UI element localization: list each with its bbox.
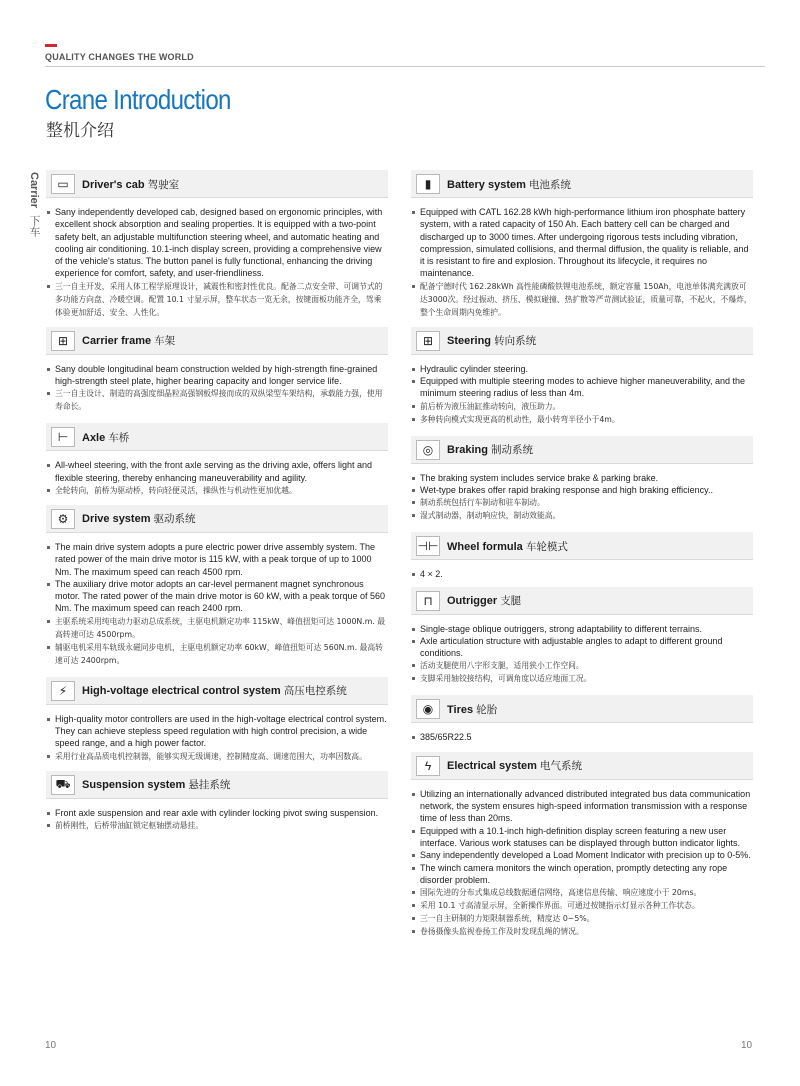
section-title-cn: 支腿 (500, 595, 522, 608)
bullet-item-cn: 三一自主设计、制造的高强度细晶粒高强钢板焊接而成的双纵梁型车架结构，承载能力强，使用寿命长。 (46, 387, 388, 413)
section-title-cn: 制动系统 (491, 444, 534, 457)
section-title-cn: 驱动系统 (153, 513, 196, 526)
section-title (447, 758, 582, 773)
bullet-item-cn: 卷扬摄像头监视卷扬工作及时发现乱绳的情况。 (411, 925, 753, 938)
section-title (447, 593, 521, 608)
battery-icon: ▮ (416, 174, 440, 194)
bullet-list (46, 533, 388, 669)
bullet-item-cn: 前后桥为液压油缸推动转向，液压助力。 (411, 400, 753, 413)
hv-control-icon: ⚡ (51, 681, 75, 701)
right-column (411, 170, 753, 946)
bullet-item: The main drive system adopts a pure electric power drive assembly system. The rated power of the main drive motor is 115 kW, with a peak torque of up to 1000 Nm. The maximum speed can reach 4500 rpm. (46, 541, 388, 578)
bullet-item: High-quality motor controllers are used in the high-voltage electrical control system. They can achieve stepless speed regulation with high control precision, a wide speed range, and a high power factor. (46, 713, 388, 750)
section-title-cn: 转向系统 (494, 335, 537, 348)
bullet-list (46, 198, 388, 321)
wheel-formula-icon: ⊣⊢ (416, 536, 440, 556)
section-electrical-system (411, 752, 753, 940)
bullet-item-cn: 多种转向模式实现更高的机动性，最小转弯半径小于4m。 (411, 413, 753, 426)
bullet-item: The winch camera monitors the winch operation, promptly detecting any rope disorder problem. (411, 862, 753, 887)
bullet-list (411, 198, 753, 321)
section-header (46, 170, 388, 198)
side-label-cn: 下车 (28, 215, 40, 238)
bullet-list (411, 615, 753, 688)
bullet-item: Front axle suspension and rear axle with cylinder locking pivot swing suspension. (46, 807, 388, 819)
page-subtitle: 整机介绍 (46, 121, 114, 141)
bullet-item: 4 × 2. (411, 568, 753, 580)
bullet-list (411, 723, 753, 745)
section-header (46, 677, 388, 705)
bullet-item-cn: 辅驱电机采用车轨级永磁同步电机，主驱电机额定功率 60kW，峰值扭矩可达 560N.m. 最高转速可达 2400rpm。 (46, 641, 388, 667)
bullet-item-cn: 国际先进的分布式集成总线数据通信网络，高速信息传输、响应速度小于 20ms。 (411, 886, 753, 899)
section-title-en: Suspension system (82, 779, 186, 792)
bullet-item: Utilizing an internationally advanced distributed integrated bus data communication network, the system ensures high-speed information transmission with a response time of less than 20ms. (411, 788, 753, 825)
section-title-cn: 悬挂系统 (188, 779, 231, 792)
section-title-en: Outrigger (447, 595, 498, 608)
section-title-cn: 车轮模式 (525, 540, 568, 553)
bullet-item-cn: 全轮转向，前桥为驱动桥，转向轻便灵活，操纵性与机动性更加优越。 (46, 484, 388, 497)
section-tires (411, 695, 753, 745)
section-drive-system (46, 505, 388, 669)
section-title-en: High-voltage electrical control system (82, 685, 281, 698)
side-label (26, 172, 42, 237)
bullet-item: Axle articulation structure with adjustable angles to adapt to different ground conditions. (411, 635, 753, 660)
divider (45, 66, 765, 67)
section-high-voltage-electrical-control-system (46, 677, 388, 765)
section-header (411, 752, 753, 780)
bullet-item-cn: 三一自主研制的力矩限制器系统，精度达 0~5%。 (411, 912, 753, 925)
section-title (82, 177, 179, 192)
bullet-item-cn: 三一自主开发，采用人体工程学原理设计，减震性和密封性优良。配备二点安全带、可调节式的多功能方向盘、冷暖空调。配置 10.1 寸显示屏，整车状态一览无余，按键面板功能齐全，驾乘体验更加舒适、安全、人性化。 (46, 280, 388, 319)
section-title-cn: 高压电控系统 (283, 685, 347, 698)
section-title (82, 430, 129, 445)
section-title (82, 683, 347, 698)
bullet-item-cn: 采用行业高品质电机控制器，能够实现无级调速，控制精度高、调速范围大，功率因数高。 (46, 750, 388, 763)
bullet-item-cn: 制动系统包括行车制动和驻车制动。 (411, 496, 753, 509)
page-number-right: 10 (741, 1040, 753, 1051)
bullet-item: The braking system includes service brake & parking brake. (411, 472, 753, 484)
section-title (82, 777, 230, 792)
section-header (46, 327, 388, 355)
bullet-item-cn: 湿式制动器，制动响应快，制动效能高。 (411, 509, 753, 522)
section-title (447, 333, 536, 348)
tire-icon: ◉ (416, 699, 440, 719)
bullet-item-cn: 活动支腿使用八字形支腿，适用狭小工作空间。 (411, 659, 753, 672)
section-title-en: Drive system (82, 513, 151, 526)
bullet-list (46, 451, 388, 499)
bullet-item: Hydraulic cylinder steering. (411, 363, 753, 375)
bullet-item: The auxiliary drive motor adopts an car-level permanent magnet synchronous motor. The rated power of the main drive motor is 60 kW, with a peak torque of 560 Nm. The maximum speed can reach 2400 rpm. (46, 578, 388, 615)
section-title-en: Electrical system (447, 760, 537, 773)
section-title-en: Steering (447, 335, 492, 348)
suspension-icon: ⛟ (51, 775, 75, 795)
bullet-item: Wet-type brakes offer rapid braking response and high braking efficiency.. (411, 484, 753, 496)
section-header (411, 532, 753, 560)
section-title-en: Carrier frame (82, 335, 152, 348)
bullet-list (46, 355, 388, 416)
left-column (46, 170, 388, 840)
section-wheel-formula (411, 532, 753, 582)
section-axle (46, 423, 388, 499)
outrigger-icon: ⊓ (416, 591, 440, 611)
frame-icon: ⊞ (51, 331, 75, 351)
accent-mark (45, 44, 57, 47)
section-header (411, 695, 753, 723)
bullet-list (411, 780, 753, 940)
section-title (447, 177, 571, 192)
bullet-item-cn: 配备宁德时代 162.28kWh 高性能磷酸铁锂电池系统，额定容量 150Ah，电池单体满充满放可达3000次。经过振动、挤压、模拟碰撞、热扩散等严苛测试验证，质量可靠，不起火，不爆炸，整个生命周期内免维护。 (411, 280, 753, 319)
section-driver-s-cab (46, 170, 388, 321)
section-header (411, 436, 753, 464)
bullet-item-cn: 前桥刚性，后桥带油缸锁定枢轴摆动悬挂。 (46, 819, 388, 832)
section-header (46, 505, 388, 533)
section-title (447, 702, 497, 717)
section-title (447, 442, 533, 457)
section-title-cn: 车架 (154, 335, 176, 348)
bullet-list (411, 560, 753, 582)
bullet-item: 385/65R22.5 (411, 731, 753, 743)
section-header (411, 587, 753, 615)
section-title-en: Battery system (447, 178, 526, 191)
axle-icon: ⊢ (51, 427, 75, 447)
section-suspension-system (46, 771, 388, 834)
section-title-cn: 电气系统 (539, 760, 582, 773)
side-label-en: Carrier (28, 172, 40, 209)
section-braking (411, 436, 753, 525)
page-title: Crane Introduction (45, 84, 231, 115)
section-battery-system (411, 170, 753, 321)
tagline: QUALITY CHANGES THE WORLD (45, 52, 194, 62)
steering-icon: ⊞ (416, 331, 440, 351)
bullet-list (46, 705, 388, 765)
bullet-item-cn: 主驱系统采用纯电动力驱动总成系统，主驱电机额定功率 115kW、峰值扭矩可达 1000N.m. 最高转速可达 4500rpm。 (46, 615, 388, 641)
section-header (411, 327, 753, 355)
bullet-item: Sany double longitudinal beam construction welded by high-strength fine-grained high-strength steel plate, higher bearing capacity and longer service life. (46, 363, 388, 388)
section-header (46, 771, 388, 799)
bullet-list (46, 799, 388, 834)
section-title-en: Axle (82, 431, 106, 444)
bullet-item: Equipped with multiple steering modes to achieve higher maneuverability, and the minimum steering radius of less than 4m. (411, 375, 753, 400)
section-title-cn: 车桥 (108, 431, 130, 444)
section-title-en: Tires (447, 703, 474, 716)
section-title (82, 333, 175, 348)
section-title (447, 539, 568, 554)
engine-icon: ⚙ (51, 509, 75, 529)
section-header (411, 170, 753, 198)
brake-icon: ◎ (416, 440, 440, 460)
section-header (46, 423, 388, 451)
bullet-item-cn: 支脚采用轴铰接结构，可调角度以适应地面工况。 (411, 672, 753, 685)
bullet-item: Equipped with a 10.1-inch high-definition display screen featuring a new user interface. Various work statuses can be displayed through button indicator lights. (411, 825, 753, 850)
section-title-en: Driver's cab (82, 178, 145, 191)
cab-icon: ▭ (51, 174, 75, 194)
section-outrigger (411, 587, 753, 688)
bullet-item: Single-stage oblique outriggers, strong adaptability to different terrains. (411, 623, 753, 635)
section-title-cn: 轮胎 (476, 703, 498, 716)
bullet-item: Sany independently developed cab, designed based on ergonomic principles, with excellent shock absorption and sealing properties. It is equipped with a two-point safety belt, an adjustable multifunction steering wheel, and automatic heating and cooling air conditioning. 10.1-inch display screen, providing a comprehensive view of the vehicle's status. The button panel is fully functional, enhancing the driving experience for comfort, safety, and user-friendliness. (46, 206, 388, 280)
section-steering (411, 327, 753, 428)
section-title-cn: 电池系统 (528, 178, 571, 191)
bullet-list (411, 464, 753, 525)
section-title-cn: 驾驶室 (147, 178, 180, 191)
section-title-en: Wheel formula (447, 540, 523, 553)
bullet-item: Sany independently developed a Load Moment Indicator with precision up to 0-5%. (411, 849, 753, 861)
section-title-en: Braking (447, 444, 488, 457)
bullet-item: Equipped with CATL 162.28 kWh high-performance lithium iron phosphate battery system, with a rated capacity of 150 Ah. Each battery cell can be charged and discharged up to 3000 times. After undergoing rigorous tests including vibration, compression, simulated collisions, and thermal diffusion, the quality is reliable, and it is resistant to fire and explosion. Throughout its lifecycle, it requires no maintenance. (411, 206, 753, 280)
section-carrier-frame (46, 327, 388, 416)
bullet-item-cn: 采用 10.1 寸高清显示屏，全新操作界面。可通过按键指示灯显示各种工作状态。 (411, 899, 753, 912)
page-number-left: 10 (45, 1040, 57, 1051)
section-title (82, 511, 196, 526)
bullet-list (411, 355, 753, 428)
bullet-item: All-wheel steering, with the front axle serving as the driving axle, offers light and flexible steering, thereby enhancing maneuverability and agility. (46, 459, 388, 484)
electrical-icon: ϟ (416, 756, 440, 776)
